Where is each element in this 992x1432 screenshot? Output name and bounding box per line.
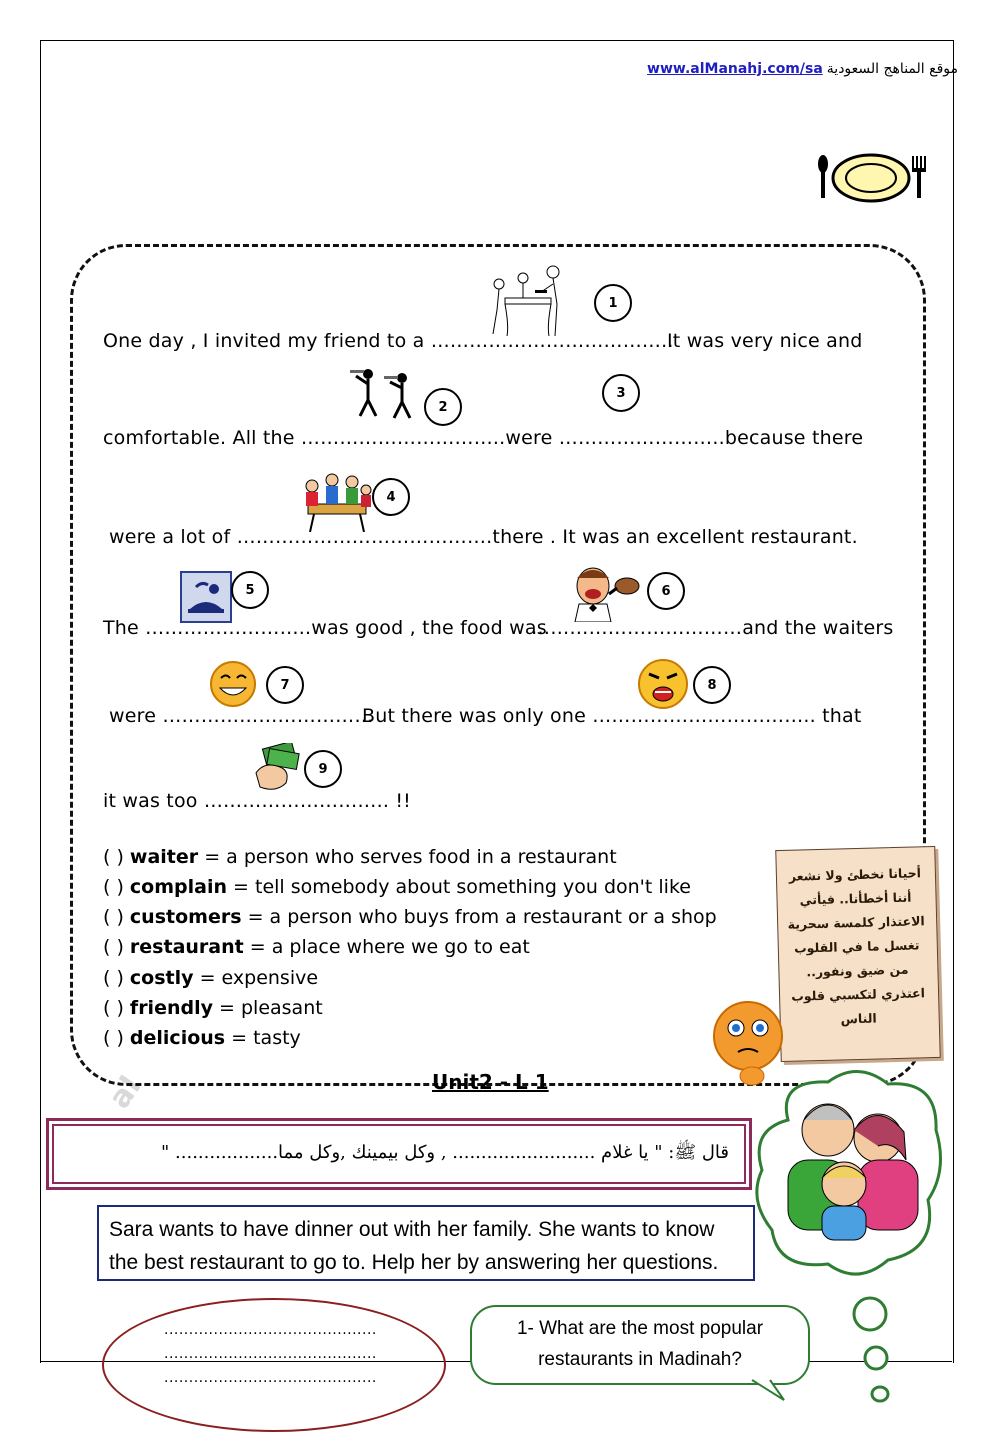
story-line-4b: ……………………………and the waiters [531,617,894,639]
story-line-5b: But there was only one …………………………….. that [362,705,862,727]
apology-note-text: أحيانا نخطئ ولا نشعر أننا أخطأنا.. فيأتي الاعتذار كلمسة سحرية تغسل ما في القلوب من ضيق ونفور.. اعتذري لتكسبي قلوب الناس [787,865,926,1027]
vocab-word: customers [129,906,242,928]
answer-line-1[interactable]: ........................................... [164,1322,377,1338]
vocab-item [103,846,617,868]
number-badge-7: 7 [266,666,304,704]
question-text: 1- What are the most popular restaurants in Madinah? [516,1318,764,1370]
service-icon [180,571,232,623]
number-badge-8: 8 [693,666,731,704]
vocab-word: friendly [129,997,213,1019]
vocab-definition: = tell somebody about something you don't like [227,876,691,898]
vocab-item [103,876,691,898]
story-line-1a: One day , I invited my friend to a ……………………………….. [103,330,674,352]
answer-oval [102,1298,446,1432]
story-line-1b: It was very nice and [667,330,863,352]
speech-tail [750,1378,790,1403]
number-badge-9: 9 [304,750,342,788]
vocab-item [103,1027,301,1049]
vocab-word: restaurant [129,936,244,958]
answer-line-2[interactable]: ........................................... [164,1346,377,1362]
answer-paren[interactable]: ( ) [103,1027,124,1049]
man-eating-icon [565,562,645,622]
number-badge-4: 4 [372,478,410,516]
watermark-text: al [102,1069,149,1116]
customers-icon [298,470,374,532]
vocab-word: waiter [129,846,199,868]
story-line-2: comfortable. All the …………………………..were ……………………..because there [103,427,864,449]
answer-paren[interactable]: ( ) [103,906,124,928]
number-badge-2: 2 [424,388,462,426]
site-arabic-name: موقع المناهج السعودية [826,61,958,77]
plate-cutlery-icon [815,150,927,206]
answer-paren[interactable]: ( ) [103,967,124,989]
story-line-4a: The ……………………..was good , the food was [103,617,547,639]
vocab-item [103,906,717,928]
angry-face-icon [637,658,691,710]
vocab-item [103,997,323,1019]
answer-paren[interactable]: ( ) [103,846,124,868]
vocab-word: costly [129,967,194,989]
number-badge-6: 6 [647,572,685,610]
task-instructions: Sara wants to have dinner out with her family. She wants to know the best restaurant to go to. Help her by answering her questions. [97,1205,755,1281]
question-bubble [470,1305,810,1385]
story-line-3: were a lot of ………………………………….there . It was an excellent restaurant. [109,526,858,548]
hadith-text: قال ﷺ: " يا غلام ......................... , وكل بيمينك ,وكل مما.................. " [161,1142,729,1163]
vocab-definition: = pleasant [212,997,323,1019]
vocab-definition: = a place where we go to eat [243,936,530,958]
vocab-definition: = tasty [225,1027,301,1049]
answer-line-3[interactable]: ........................................... [164,1370,377,1386]
money-icon [250,743,302,793]
number-badge-5: 5 [231,571,269,609]
site-link[interactable]: www.alManahj.com/sa [647,61,823,77]
answer-paren[interactable]: ( ) [103,997,124,1019]
vocab-definition: = a person who serves food in a restaurant [198,846,617,868]
hadith-box [46,1118,752,1190]
unit-title: Unit2 - L 1 [432,1070,549,1094]
happy-face-icon [208,660,260,708]
answer-paren[interactable]: ( ) [103,936,124,958]
vocab-word: delicious [129,1027,226,1049]
vocab-item [103,967,318,989]
vocab-word: complain [129,876,228,898]
vocab-definition: = expensive [193,967,319,989]
waiters-icon [350,362,424,420]
vocab-definition: = a person who buys from a restaurant or a shop [241,906,717,928]
number-badge-3: 3 [602,374,640,412]
number-badge-1: 1 [594,284,632,322]
restaurant-scene-icon [487,264,575,338]
story-line-5a: were …………………………… [109,705,374,727]
answer-paren[interactable]: ( ) [103,876,124,898]
site-header [647,61,958,77]
apology-note-card [775,846,940,1062]
vocab-item [103,936,530,958]
story-line-6: it was too ……………………….. !! [103,790,411,812]
